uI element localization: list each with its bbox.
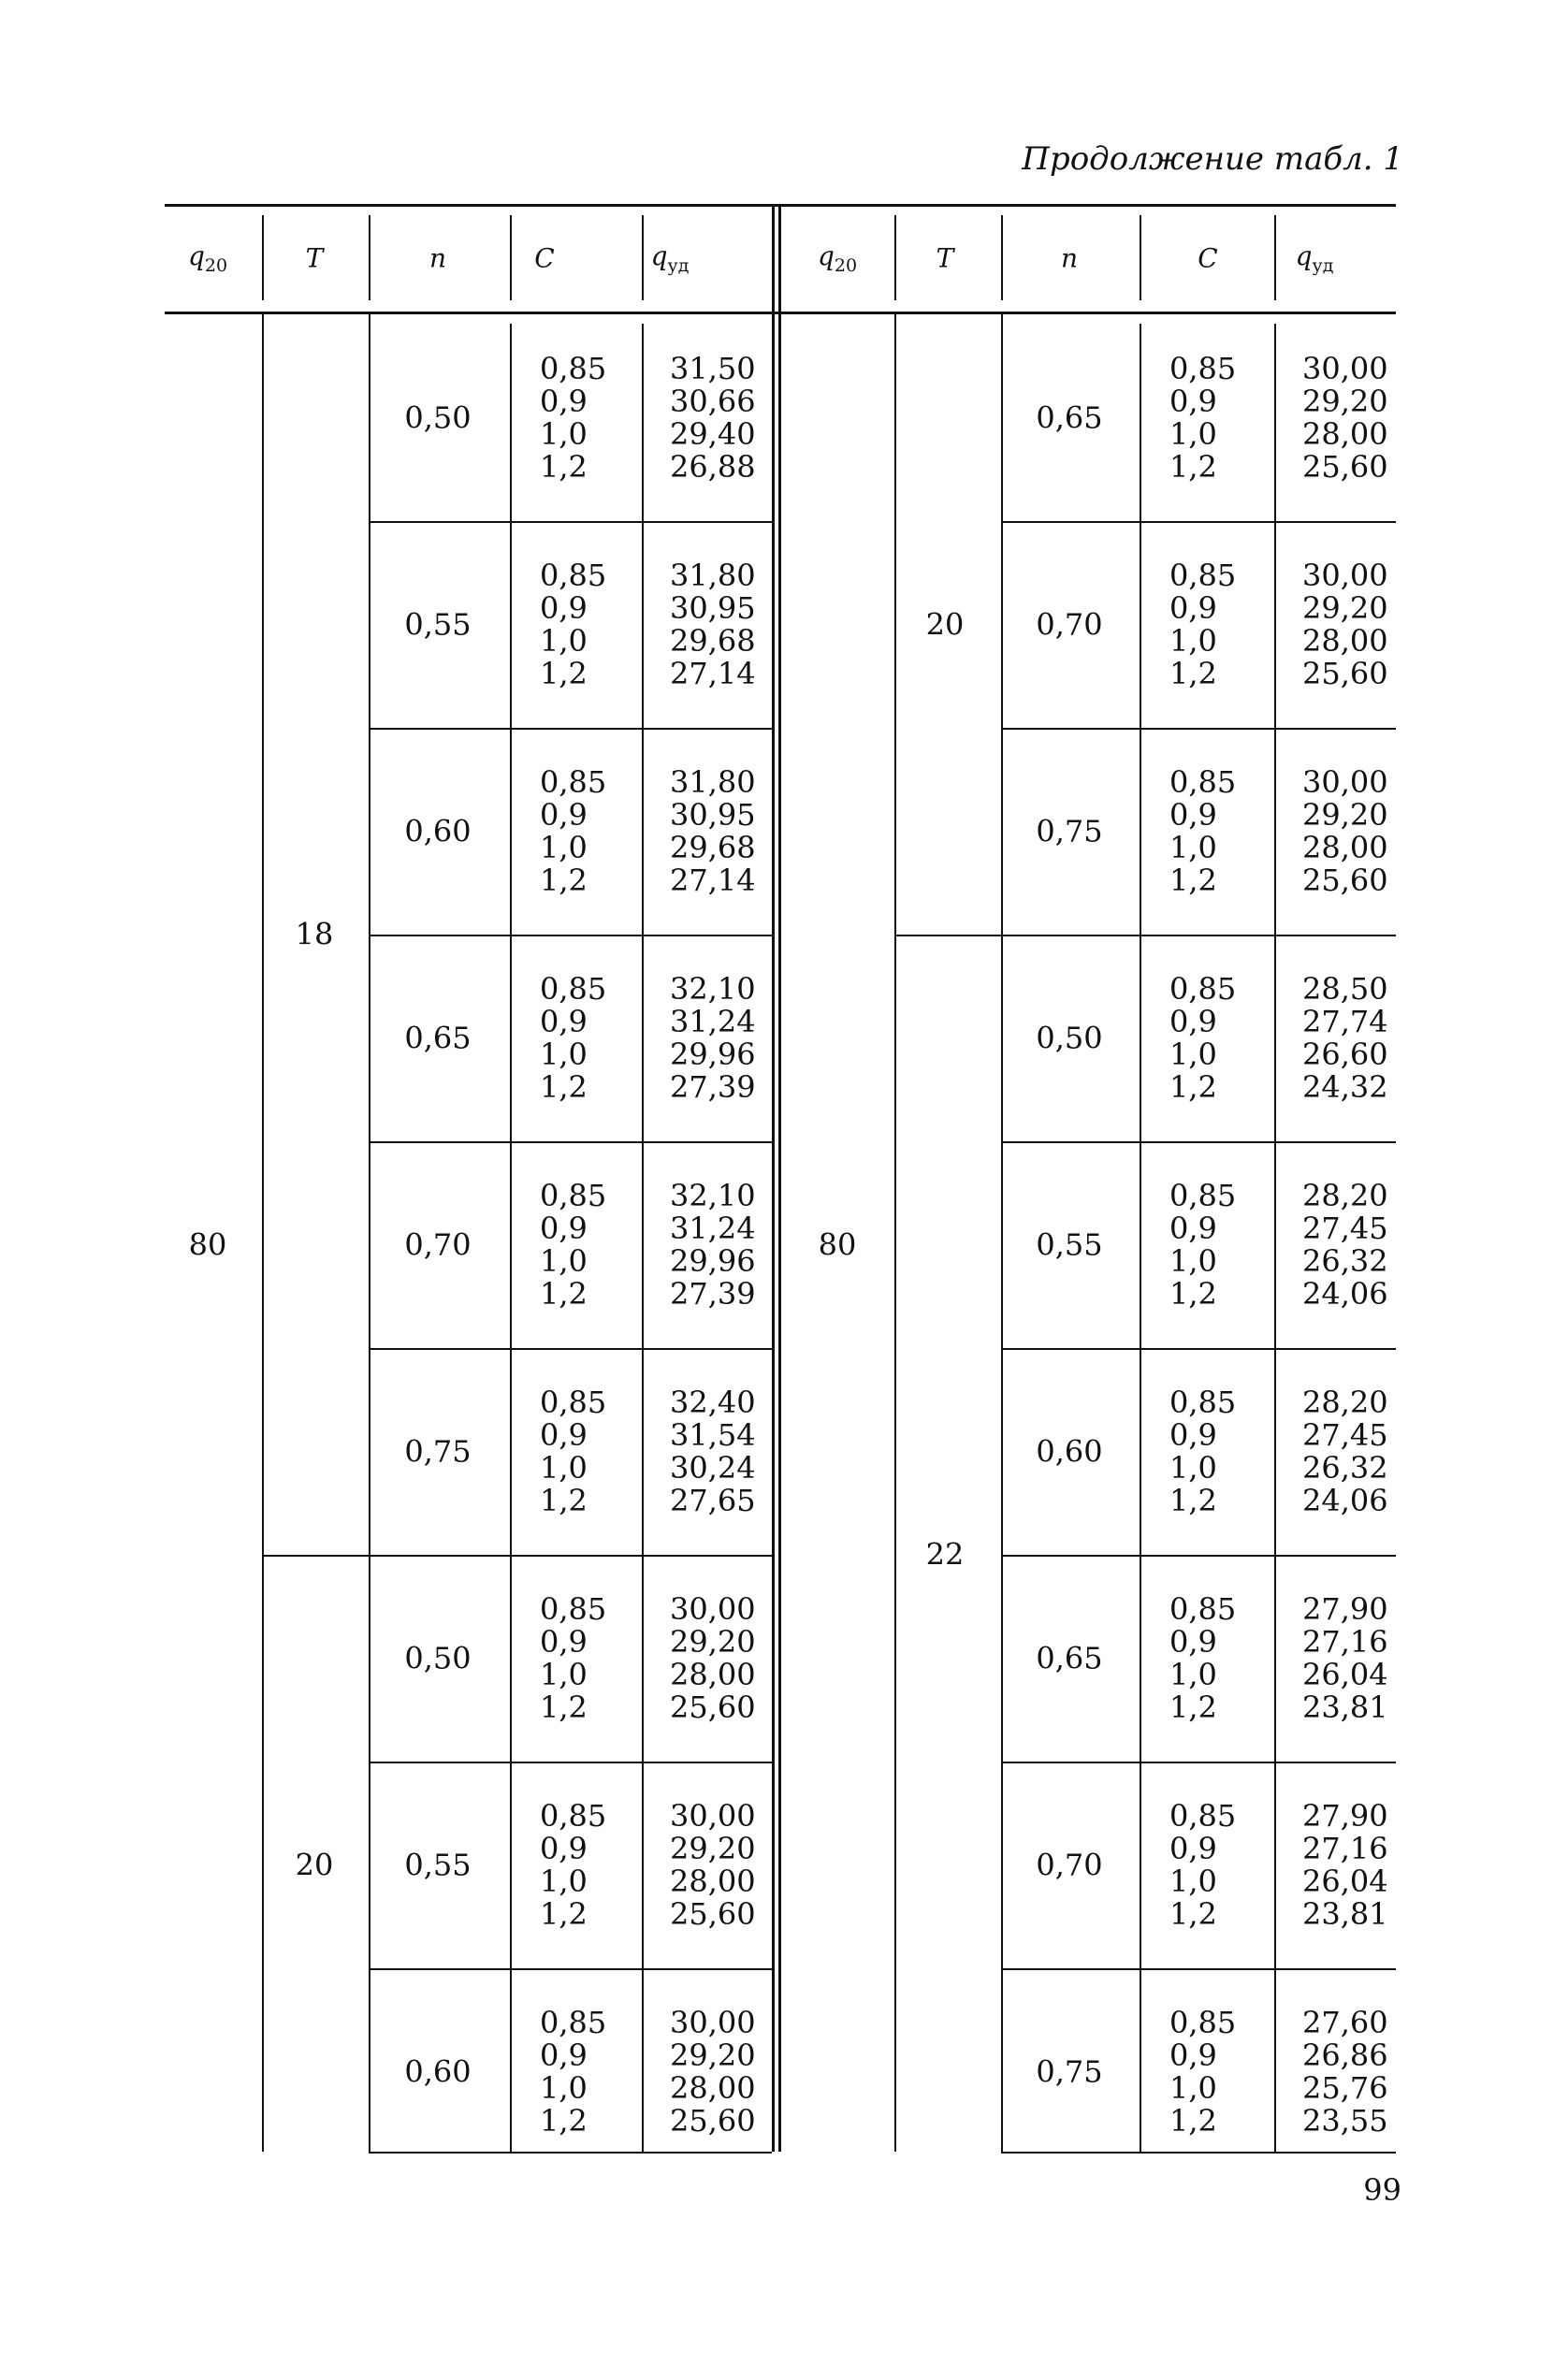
q-values: 27,90 27,16 26,04 23,81 xyxy=(1302,1797,1388,1932)
n-value: 0,50 xyxy=(1036,1020,1103,1055)
column-line xyxy=(894,314,896,2152)
c-values: 0,85 0,9 1,0 1,2 xyxy=(540,763,607,898)
rule-line xyxy=(1001,1555,1396,1557)
q-values: 30,00 29,20 28,00 25,60 xyxy=(670,1797,756,1932)
q-values: 32,40 31,54 30,24 27,65 xyxy=(670,1384,756,1518)
q20-value: 80 xyxy=(818,1226,857,1262)
c-values: 0,85 0,9 1,0 1,2 xyxy=(540,557,607,691)
c-values: 0,85 0,9 1,0 1,2 xyxy=(1169,1797,1237,1932)
c-values: 0,85 0,9 1,0 1,2 xyxy=(1169,2004,1237,2139)
header-T: T xyxy=(936,242,954,273)
n-value: 0,75 xyxy=(404,1433,472,1469)
q-values: 28,20 27,45 26,32 24,06 xyxy=(1302,1384,1388,1518)
n-value: 0,70 xyxy=(404,1226,472,1262)
c-values: 0,85 0,9 1,0 1,2 xyxy=(1169,1590,1237,1725)
column-line xyxy=(642,324,644,2152)
header-q-ud: $q_{уд}$ xyxy=(1295,239,1334,276)
q-values: 30,00 29,20 28,00 25,60 xyxy=(1302,350,1388,485)
column-line xyxy=(1274,324,1276,2152)
c-values: 0,85 0,9 1,0 1,2 xyxy=(540,1797,607,1932)
q-values: 30,00 29,20 28,00 25,60 xyxy=(670,2004,756,2139)
header-C: C xyxy=(534,242,555,273)
q-values: 32,10 31,24 29,96 27,39 xyxy=(670,1177,756,1312)
column-line xyxy=(369,314,370,2152)
column-line xyxy=(778,204,781,2152)
q-values: 31,50 30,66 29,40 26,88 xyxy=(670,350,756,485)
rule-line xyxy=(1001,2152,1396,2154)
header-T: T xyxy=(305,242,324,273)
column-line xyxy=(1140,215,1141,300)
page-number: 99 xyxy=(1363,2172,1401,2208)
column-line xyxy=(262,314,264,2152)
header-q-ud: $q_{уд}$ xyxy=(650,239,690,276)
n-value: 0,60 xyxy=(1036,1433,1103,1469)
column-line xyxy=(1001,215,1003,300)
header-q20: $q_{20}$ xyxy=(817,239,858,276)
rule-line xyxy=(369,1762,772,1763)
column-line xyxy=(262,215,264,300)
column-line xyxy=(772,204,775,2152)
t-value: 20 xyxy=(925,606,965,642)
rule-line xyxy=(369,728,772,730)
rule-line xyxy=(894,935,1396,936)
n-value: 0,65 xyxy=(404,1020,472,1055)
c-values: 0,85 0,9 1,0 1,2 xyxy=(1169,1384,1237,1518)
q-values: 27,60 26,86 25,76 23,55 xyxy=(1302,2004,1388,2139)
n-value: 0,60 xyxy=(404,2053,472,2089)
q-values: 28,50 27,74 26,60 24,32 xyxy=(1302,970,1388,1105)
q-values: 28,20 27,45 26,32 24,06 xyxy=(1302,1177,1388,1312)
c-values: 0,85 0,9 1,0 1,2 xyxy=(540,1177,607,1312)
rule-line xyxy=(369,2152,772,2154)
c-values: 0,85 0,9 1,0 1,2 xyxy=(540,350,607,485)
column-line xyxy=(1140,324,1141,2152)
n-value: 0,50 xyxy=(404,399,472,435)
rule-line xyxy=(1001,1968,1396,1970)
rule-line xyxy=(262,1555,772,1557)
rule-line xyxy=(1001,1348,1396,1350)
q-values: 30,00 29,20 28,00 25,60 xyxy=(1302,763,1388,898)
table-caption: Продолжение табл. 1 xyxy=(1022,140,1403,178)
q-values: 31,80 30,95 29,68 27,14 xyxy=(670,557,756,691)
c-values: 0,85 0,9 1,0 1,2 xyxy=(540,2004,607,2139)
column-line xyxy=(369,215,370,300)
n-value: 0,65 xyxy=(1036,1640,1103,1675)
t-value: 18 xyxy=(295,916,334,952)
header-q20: $q_{20}$ xyxy=(187,239,228,276)
q-values: 27,90 27,16 26,04 23,81 xyxy=(1302,1590,1388,1725)
c-values: 0,85 0,9 1,0 1,2 xyxy=(1169,1177,1237,1312)
q-values: 30,00 29,20 28,00 25,60 xyxy=(1302,557,1388,691)
n-value: 0,65 xyxy=(1036,399,1103,435)
q-values: 30,00 29,20 28,00 25,60 xyxy=(670,1590,756,1725)
c-values: 0,85 0,9 1,0 1,2 xyxy=(1169,763,1237,898)
header-n: n xyxy=(1060,242,1079,273)
column-line xyxy=(894,215,896,300)
rule-line xyxy=(369,1141,772,1143)
n-value: 0,70 xyxy=(1036,1847,1103,1882)
c-values: 0,85 0,9 1,0 1,2 xyxy=(540,970,607,1105)
rule-line xyxy=(1001,521,1396,523)
q-values: 32,10 31,24 29,96 27,39 xyxy=(670,970,756,1105)
n-value: 0,55 xyxy=(404,606,472,642)
c-values: 0,85 0,9 1,0 1,2 xyxy=(1169,557,1237,691)
column-line xyxy=(510,324,512,2152)
rule-line xyxy=(1001,1141,1396,1143)
n-value: 0,55 xyxy=(1036,1226,1103,1262)
n-value: 0,75 xyxy=(1036,2053,1103,2089)
n-value: 0,60 xyxy=(404,813,472,848)
n-value: 0,55 xyxy=(404,1847,472,1882)
t-value: 20 xyxy=(295,1847,334,1882)
c-values: 0,85 0,9 1,0 1,2 xyxy=(540,1590,607,1725)
column-line xyxy=(642,215,644,300)
c-values: 0,85 0,9 1,0 1,2 xyxy=(1169,970,1237,1105)
n-value: 0,70 xyxy=(1036,606,1103,642)
q-values: 31,80 30,95 29,68 27,14 xyxy=(670,763,756,898)
rule-line xyxy=(369,1968,772,1970)
rule-line xyxy=(1001,1762,1396,1763)
n-value: 0,75 xyxy=(1036,813,1103,848)
rule-line xyxy=(369,935,772,936)
column-line xyxy=(1001,314,1003,2152)
header-C: C xyxy=(1198,242,1218,273)
c-values: 0,85 0,9 1,0 1,2 xyxy=(1169,350,1237,485)
q20-value: 80 xyxy=(188,1226,227,1262)
header-n: n xyxy=(428,242,447,273)
t-value: 22 xyxy=(925,1536,965,1573)
rule-line xyxy=(369,1348,772,1350)
rule-line xyxy=(1001,728,1396,730)
c-values: 0,85 0,9 1,0 1,2 xyxy=(540,1384,607,1518)
column-line xyxy=(1274,215,1276,300)
rule-line xyxy=(369,521,772,523)
n-value: 0,50 xyxy=(404,1640,472,1675)
column-line xyxy=(510,215,512,300)
